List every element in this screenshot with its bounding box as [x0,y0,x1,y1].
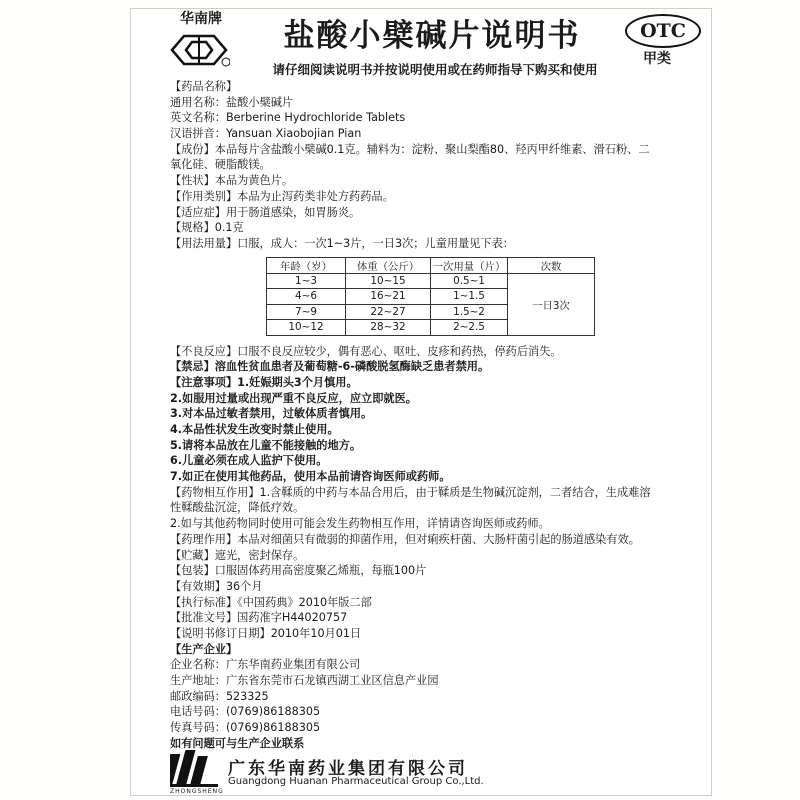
precaution-line: 7.如正在使用其他药品，使用本品前请咨询医师或药师。 [170,470,451,484]
dose-table-header: 年龄（岁） [267,257,346,273]
validity-line: 【有效期】36个月 [170,579,263,593]
storage-line: 【贮藏】遮光，密封保存。 [170,548,305,562]
indication-line: 【适应症】用于肠道感染，如胃肠炎。 [170,205,361,219]
interaction-line: 【药物相互作用】1.含鞣质的中药与本品合用后，由于鞣质是生物碱沉淀剂，二者结合，生成难溶 [170,485,651,499]
precaution-line: 4.本品性状发生改变时禁止使用。 [170,423,339,436]
table-cell: 0.5~1 [431,273,508,289]
precaution-line: 【注意事项】1.妊娠期头3个月慎用。 [170,375,358,389]
page-title: 盐酸小檗碱片说明书 [283,18,581,54]
company-name-line: 企业名称：广东华南药业集团有限公司 [170,658,361,672]
precaution-line: 5.请将本品放在儿童不能接触的地方。 [170,438,362,452]
table-row [267,273,595,289]
dosage-line: 【用法用量】口服，成人：一次1~3片，一日3次；儿童用量见下表： [170,236,514,250]
ingredient-line: 氧化硅、硬脂酸镁。 [170,158,271,172]
manufacturer-header: 【生产企业】 [170,642,238,656]
dose-table-header: 次数 [508,257,595,273]
table-cell: 2~2.5 [431,320,508,336]
footer-company-cn: 广东华南药业集团有限公司 [228,759,468,779]
brand-logo-icon [168,32,230,68]
standard-line: 【执行标准】《中国药典》2010年版二部 [170,595,372,609]
table-cell: 22~27 [346,304,431,320]
dose-table-header: 体重（公斤） [346,257,431,273]
revision-date-line: 【说明书修订日期】2010年10月01日 [170,626,362,640]
table-cell: 4~6 [267,289,346,305]
page-subtitle: 请仔细阅读说明书并按说明使用或在药师指导下购买和使用 [272,62,598,77]
english-name: 英文名称：Berberine Hydrochloride Tablets [170,111,406,125]
table-cell: 28~32 [346,320,431,336]
company-logo-icon [170,748,222,792]
contact-note: 如有问题可与生产企业联系 [170,736,305,750]
phone-line: 电话号码：(0769)86188305 [170,705,321,719]
leaflet-body [170,79,700,751]
generic-name: 通用名称：盐酸小檗碱片 [170,95,294,109]
brand-name: 华南牌 [180,11,222,27]
package-line: 【包装】口服固体药用高密度聚乙烯瓶，每瓶100片 [170,564,427,578]
character-line: 【性状】本品为黄色片。 [170,174,294,188]
otc-badge: OTC [625,14,701,48]
pharmacology-line: 【药理作用】本品对细菌只有微弱的抑菌作用，但对痢疾杆菌、大肠杆菌引起的肠道感染有效。 [170,532,640,546]
dose-table [266,257,595,336]
frequency-cell: 一日3次 [508,273,595,335]
category-label: 甲类 [643,51,671,67]
section-name-header: 【药品名称】 [170,80,238,93]
table-cell: 7~9 [267,304,346,320]
table-cell: 10~15 [346,273,431,289]
approval-line: 【批准文号】国药准字H44020757 [170,611,348,625]
precaution-line: 3.对本品过敏者禁用，过敏体质者慎用。 [170,407,373,421]
adverse-reaction-line: 【不良反应】口服不良反应较少，偶有恶心、呕吐、皮疹和药热，停药后消失。 [170,344,562,358]
dose-table-header: 一次用量（片） [431,257,508,273]
dose-table-header-row [267,257,595,273]
precaution-line: 2.如服用过量或出现严重不良反应，应立即就医。 [170,391,417,405]
action-category-line: 【作用类别】本品为止泻药类非处方药药品。 [170,189,394,203]
pinyin-name: 汉语拼音：Yansuan Xiaobojian Pian [170,127,362,141]
table-cell: 1~3 [267,273,346,289]
table-cell: 16~21 [346,289,431,305]
postcode-line: 邮政编码：523325 [170,689,269,703]
table-cell: 10~12 [267,320,346,336]
precaution-line: 6.儿童必须在成人监护下使用。 [170,454,328,468]
interaction-line: 2.如与其他药物同时使用可能会发生药物相互作用，详情请咨询医师或药师。 [170,517,550,531]
table-cell: 1~1.5 [431,289,508,305]
contraindication-line: 【禁忌】溶血性贫血患者及葡萄糖-6-磷酸脱氢酶缺乏患者禁用。 [170,360,490,374]
specification-line: 【规格】0.1克 [170,221,244,235]
table-cell: 1.5~2 [431,304,508,320]
interaction-line: 性鞣酸盐沉淀，降低疗效。 [170,501,305,515]
footer-company-en: Guangdong Huanan Pharmaceutical Group Co.,Ltd. [228,776,484,787]
footer-logo-text: ZHONGSHENG [170,788,224,795]
ingredient-line: 【成份】本品每片含盐酸小檗碱0.1克。辅料为：淀粉、聚山梨酯80、羟丙甲纤维素、滑石粉、二 [170,142,650,156]
fax-line: 传真号码：(0769)86188305 [170,721,321,735]
address-line: 生产地址：广东省东莞市石龙镇西湖工业区信息产业园 [170,674,439,687]
